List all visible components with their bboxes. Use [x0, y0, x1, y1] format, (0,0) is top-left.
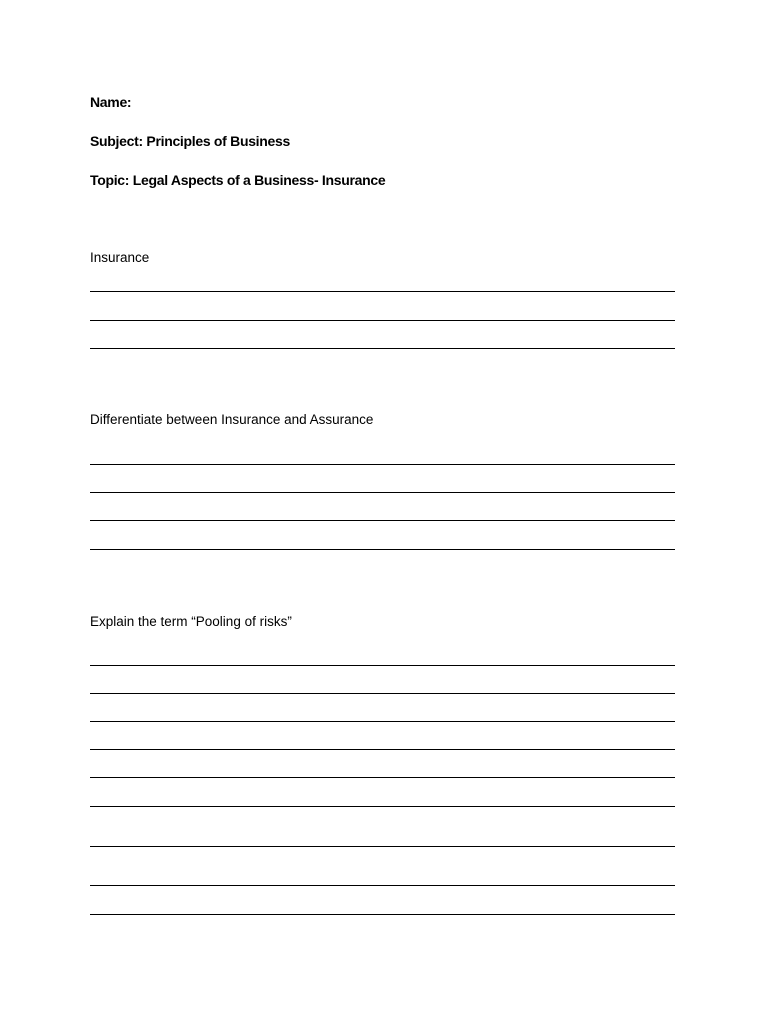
answer-line[interactable]: [90, 777, 675, 778]
answer-line[interactable]: [90, 520, 675, 521]
answer-line[interactable]: [90, 320, 675, 321]
answer-line[interactable]: [90, 806, 675, 807]
name-label: Name:: [90, 94, 132, 110]
answer-line[interactable]: [90, 885, 675, 886]
question-prompt-differentiate: Differentiate between Insurance and Assurance: [90, 412, 374, 427]
answer-line[interactable]: [90, 665, 675, 666]
answer-line[interactable]: [90, 492, 675, 493]
answer-line[interactable]: [90, 464, 675, 465]
answer-line[interactable]: [90, 846, 675, 847]
subject-line: Subject: Principles of Business: [90, 133, 290, 149]
answer-line[interactable]: [90, 291, 675, 292]
answer-line[interactable]: [90, 749, 675, 750]
answer-line[interactable]: [90, 549, 675, 550]
question-prompt-insurance: Insurance: [90, 250, 150, 265]
answer-line[interactable]: [90, 348, 675, 349]
answer-line[interactable]: [90, 693, 675, 694]
answer-line[interactable]: [90, 914, 675, 915]
question-prompt-pooling: Explain the term “Pooling of risks”: [90, 614, 292, 629]
topic-line: Topic: Legal Aspects of a Business- Insurance: [90, 172, 386, 188]
answer-line[interactable]: [90, 721, 675, 722]
